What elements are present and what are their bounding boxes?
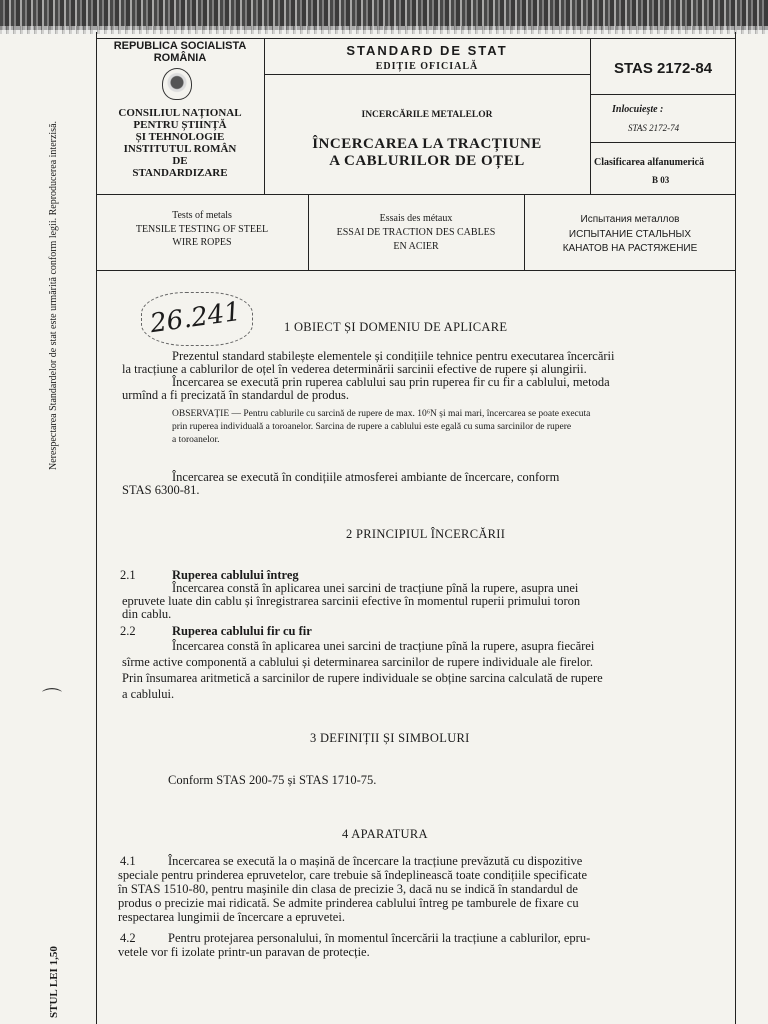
header-rule-stas (590, 94, 736, 95)
council-block (100, 107, 260, 179)
classification-value: B 03 (652, 175, 670, 185)
ru-category: Испытания металлов (580, 214, 680, 225)
section-1-title: 1 OBIECT ȘI DOMENIU DE APLICARE (284, 320, 508, 334)
section-3-title: 3 DEFINIȚII ȘI SIMBOLURI (310, 731, 470, 745)
s22-title: Ruperea cablului fir cu fir (172, 624, 312, 638)
s22-line4: a cablului. (122, 687, 175, 701)
header-bottom-rule (96, 194, 736, 195)
price-note: STUL LEI 1,50 (48, 946, 60, 1018)
en-title-1: TENSILE TESTING OF STEEL (135, 224, 269, 235)
s21-line3: din cablu. (122, 607, 172, 621)
s41-line5: respectarea lungimii de încercare a epruvetei. (118, 910, 345, 924)
s1-p1-line1: Prezentul standard stabilește elementele și condițiile tehnice pentru executarea încercării (172, 349, 615, 363)
title-line2: A CABLURILOR DE OȚEL (329, 153, 525, 169)
title-line1: ÎNCERCAREA LA TRACȚIUNE (312, 136, 542, 152)
council-line: INSTITUTUL ROMÂN (123, 143, 237, 155)
margin-mark: ⌒ (42, 688, 62, 710)
issuer-block (100, 40, 260, 64)
s21-line2: epruvete luate din cablu și înregistrarea sarcinii efective în momentul ruperii primului toron (122, 594, 581, 608)
s21-number: 2.1 (120, 568, 136, 582)
fr-title-2: EN ACIER (393, 241, 439, 252)
s3-text: Conform STAS 200-75 și STAS 1710-75. (168, 773, 377, 787)
s1-p3-line2: STAS 6300-81. (122, 483, 200, 497)
s1-p2-line2: urmînd a fi precizată în standardul de produs. (122, 388, 350, 402)
s1-obs-line3: a toroanelor. (172, 435, 220, 445)
council-line: PENTRU ȘTIINȚĂ (133, 119, 227, 131)
s22-line2: sîrme active componentă a cablului și determinarea sarcinilor de rupere individuale ale firelor. (122, 655, 593, 669)
category: INCERCĂRILE METALELOR (361, 110, 493, 120)
section-2-title: 2 PRINCIPIUL ÎNCERCĂRII (346, 527, 506, 541)
edition: EDIȚIE OFICIALĂ (375, 61, 479, 72)
s41-line4: produs o precizie mai ridicată. Se admite prinderea cablului întreg pe tamburele de fixare cu (118, 896, 579, 910)
s41-line2: speciale pentru prinderea epruvetelor, care trebuie să îndeplinească toate condițiile specificate (118, 868, 588, 882)
replaces-label: Inlocuieşte : (612, 104, 664, 115)
s1-obs-line2: prin ruperea individuală a toroanelor. Sarcina de rupere a cablului este egală cu suma sarcinilor de rupere (172, 422, 572, 432)
s1-p3-line1: Încercarea se execută în condițiile atmosferei ambiante de încercare, conform (172, 470, 560, 484)
council-line: DE (172, 155, 188, 167)
s22-line1: Încercarea constă în aplicarea unei sarcini de tracțiune pînă la rupere, asupra fiecărei (172, 639, 595, 653)
replaces-value: STAS 2172-74 (628, 123, 680, 133)
en-category: Tests of metals (172, 210, 232, 221)
s22-number: 2.2 (120, 624, 136, 638)
stamp-number: 26.241 (148, 296, 243, 340)
s21-title: Ruperea cablului întreg (172, 568, 299, 582)
header-rule-replaces (590, 142, 736, 143)
fr-title-1: ESSAI DE TRACTION DES CABLES (336, 227, 496, 238)
s42-number: 4.2 (120, 931, 136, 945)
s42-line2: vetele vor fi izolate printr-un paravan de protecție. (118, 945, 370, 959)
standard-type: STANDARD DE STAT (346, 43, 508, 58)
classification-label: Clasificarea alfanumerică (594, 157, 705, 168)
fr-category: Essais des métaux (379, 213, 453, 224)
s1-p1-line2: la tracțiune a cablurilor de oțel în vederea determinării sarcinii efective de rupere și alungirii. (122, 362, 587, 376)
council-line: ȘI TEHNOLOGIE (135, 131, 225, 143)
s1-obs-line1: OBSERVAȚIE — Pentru cablurile cu sarcină de rupere de max. 10⁶N și mai mari, încercarea se poate executa (172, 409, 591, 419)
s41-line3: în STAS 1510-80, pentru mașinile din clasa de precizie 3, dacă nu se indică în standardul de (118, 882, 578, 896)
country-line1: REPUBLICA SOCIALISTA (113, 40, 247, 52)
country-line2: ROMÂNIA (153, 52, 207, 64)
s1-p2-line1: Încercarea se execută prin ruperea cablului sau prin ruperea fir cu fir a cablului, metoda (172, 375, 610, 389)
council-line: CONSILIUL NAȚIONAL (118, 107, 242, 119)
translations-bottom-rule (96, 270, 736, 271)
ru-title-2: КАНАТОВ НА РАСТЯЖЕНИЕ (562, 243, 698, 254)
header-rule-edition (264, 74, 590, 75)
s41-line1: Încercarea se execută la o mașină de încercare la tracțiune prevăzută cu dispozitive (168, 854, 583, 868)
s21-line1: Încercarea constă în aplicarea unei sarcini de tracțiune pînă la rupere, asupra unei (172, 581, 579, 595)
coat-of-arms-icon (162, 68, 192, 100)
s22-line3: Prin însumarea aritmetică a sarcinilor de rupere individuale se obține sarcina calculată de rupere (122, 671, 603, 685)
legal-notice: Nerespectarea Standardelor de stat este urmărită conform legii. Reproducerea interzisă. (48, 120, 59, 470)
en-title-2: WIRE ROPES (172, 237, 232, 248)
s42-line1: Pentru protejarea personalului, în momentul încercării la tracțiune a cablurilor, epru- (168, 931, 591, 945)
council-line: STANDARDIZARE (132, 167, 228, 179)
stas-number: STAS 2172-84 (613, 60, 713, 77)
section-4-title: 4 APARATURA (342, 827, 428, 841)
ru-title-1: ИСПЫТАНИЕ СТАЛЬНЫХ (568, 229, 692, 240)
s41-number: 4.1 (120, 854, 136, 868)
